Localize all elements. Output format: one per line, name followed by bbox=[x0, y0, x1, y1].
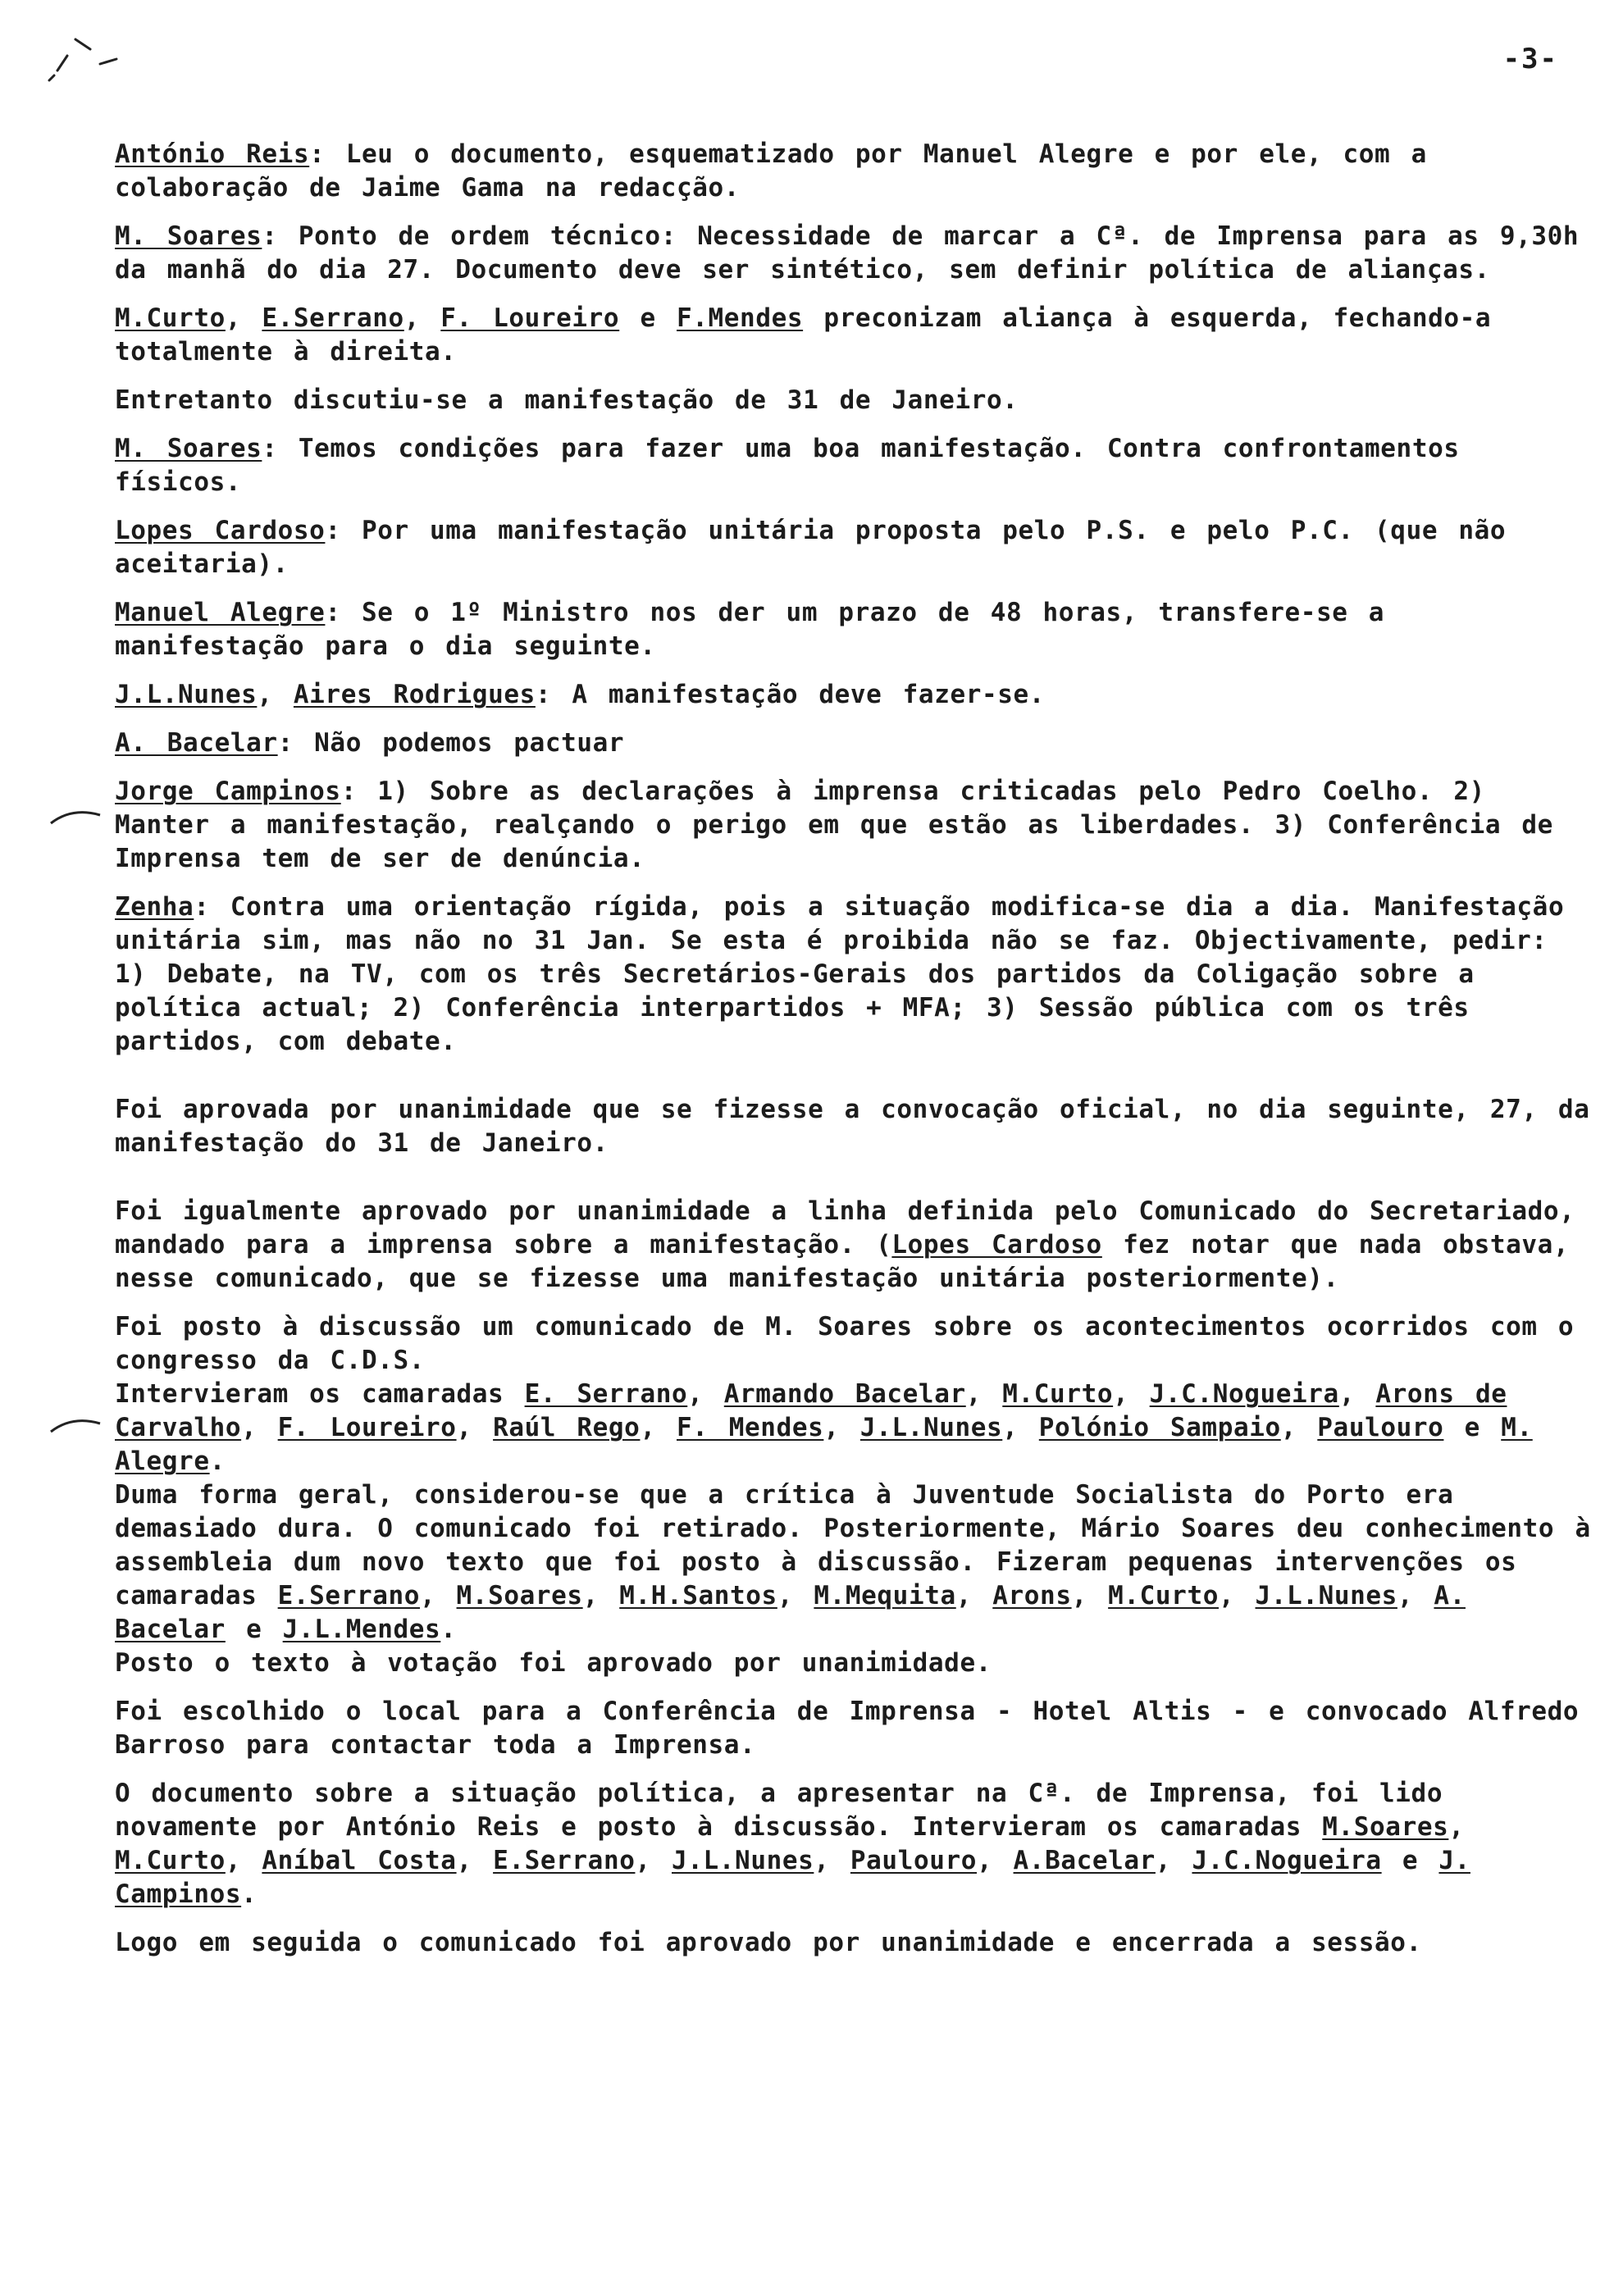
paragraph-text: , bbox=[1448, 1812, 1465, 1842]
speaker-name: F. Mendes bbox=[676, 1413, 824, 1442]
paragraph-text: . bbox=[440, 1615, 457, 1644]
speaker-name: J. Campinos bbox=[115, 1846, 1470, 1909]
paragraph-text: , bbox=[582, 1581, 620, 1610]
paragraph-text: Posto o texto à votação foi aprovado por unanimidade. bbox=[115, 1648, 992, 1678]
speaker-name: M.Curto bbox=[115, 303, 226, 333]
paragraph-text: fez notar que nada obstava, nesse comunicado, que se fizesse uma manifestação unitária posteriormente). bbox=[115, 1230, 1570, 1293]
paragraph-text: , bbox=[456, 1846, 494, 1875]
speaker-name: Aires Rodrigues bbox=[293, 680, 536, 709]
paragraph bbox=[115, 1777, 1591, 1911]
speaker-name: Arons de Carvalho bbox=[115, 1379, 1507, 1442]
paragraph-text: : A manifestação deve fazer-se. bbox=[535, 680, 1046, 709]
speaker-name: E.Serrano bbox=[277, 1581, 421, 1610]
speaker-name: M. Soares bbox=[115, 221, 262, 251]
speaker-name: Raúl Rego bbox=[493, 1413, 641, 1442]
paragraph-text: , bbox=[640, 1413, 677, 1442]
paragraph bbox=[115, 514, 1591, 581]
paragraph-text: Entretanto discutiu-se a manifestação de 31 de Janeiro. bbox=[115, 385, 1019, 415]
paragraph bbox=[115, 1195, 1591, 1296]
paragraph-text: , bbox=[404, 303, 441, 333]
paragraph-text: Foi escolhido o local para a Conferência de Imprensa - Hotel Altis - e convocado Alfredo Barroso para contactar toda a Imprensa. bbox=[115, 1697, 1580, 1760]
paragraph bbox=[115, 384, 1591, 417]
speaker-name: M. Alegre bbox=[115, 1413, 1533, 1476]
paragraph-text: : Temos condições para fazer uma boa manifestação. Contra confrontamentos físicos. bbox=[115, 434, 1460, 497]
paragraph-text: Foi aprovada por unanimidade que se fizesse a convocação oficial, no dia seguinte, 27, da manifestação do 31 de Janeiro. bbox=[115, 1095, 1590, 1158]
speaker-name: Lopes Cardoso bbox=[115, 516, 326, 545]
speaker-name: Lopes Cardoso bbox=[891, 1230, 1102, 1260]
speaker-name: Manuel Alegre bbox=[115, 598, 326, 627]
paragraph bbox=[115, 432, 1591, 499]
paragraph bbox=[115, 775, 1591, 876]
speaker-name: Arons bbox=[992, 1581, 1072, 1610]
speaker-name: F. Loureiro bbox=[277, 1413, 457, 1442]
paragraph-text: : Não podemos pactuar bbox=[277, 728, 625, 758]
speaker-name: J.C.Nogueira bbox=[1192, 1846, 1382, 1875]
paragraph-text: Duma forma geral, considerou-se que a crítica à Juventude Socialista do Porto era demasiado dura. O comunicado foi retirado. Posteriormente, Mário Soares deu conhecimento à assembleia dum novo texto que foi posto à discussão. Fizeram pequenas intervenções os camaradas bbox=[115, 1480, 1591, 1610]
speaker-name: J.L.Nunes bbox=[1255, 1581, 1397, 1610]
paragraph-text: , bbox=[1071, 1581, 1109, 1610]
speaker-name: J.C.Nogueira bbox=[1149, 1379, 1339, 1409]
speaker-name: M.Soares bbox=[456, 1581, 583, 1610]
paragraph-text: e bbox=[1381, 1846, 1439, 1875]
speaker-name: E.Serrano bbox=[262, 303, 404, 333]
paragraph bbox=[115, 727, 1591, 760]
paragraph-text: , bbox=[225, 1846, 262, 1875]
speaker-name: E.Serrano bbox=[493, 1846, 636, 1875]
paragraph-text: , bbox=[977, 1846, 1014, 1875]
margin-ink-mark bbox=[48, 1412, 105, 1437]
speaker-name: Aníbal Costa bbox=[262, 1846, 457, 1875]
margin-ink-mark bbox=[48, 804, 105, 828]
paragraph-text: , bbox=[456, 1413, 494, 1442]
paragraph-text: O documento sobre a situação política, a apresentar na Cª. de Imprensa, foi lido novamente por António Reis e posto à discussão. Intervieram os camaradas bbox=[115, 1779, 1443, 1842]
speaker-name: António Reis bbox=[115, 139, 310, 169]
paragraph bbox=[115, 891, 1591, 1059]
paragraph bbox=[115, 596, 1591, 663]
paragraph-text: : Se o 1º Ministro nos der um prazo de 48 horas, transfere-se a manifestação para o dia seguinte. bbox=[115, 598, 1385, 661]
paragraph-text: : 1) Sobre as declarações à imprensa criticadas pelo Pedro Coelho. 2) Manter a manifestação, realçando o perigo em que estão as liberdades. 3) Conferência de Imprensa tem de ser de denúncia. bbox=[115, 777, 1553, 873]
paragraph bbox=[115, 220, 1591, 287]
paragraph-text: : Leu o documento, esquematizado por Manuel Alegre e por ele, com a colaboração de Jaime Gama na redacção. bbox=[115, 139, 1427, 203]
paragraph-text: , bbox=[777, 1581, 814, 1610]
paragraph-text: , bbox=[955, 1581, 993, 1610]
speaker-name: E. Serrano bbox=[524, 1379, 688, 1409]
paragraph-text: : Ponto de ordem técnico: Necessidade de marcar a Cª. de Imprensa para as 9,30h da manhã do dia 27. Documento deve ser sintético, sem definir política de alianças. bbox=[115, 221, 1580, 285]
paragraph-text: Foi igualmente aprovado por unanimidade a linha definida pelo Comunicado do Secretariado, mandado para a imprensa sobre a manifestação. ( bbox=[115, 1196, 1575, 1260]
paragraph bbox=[115, 1926, 1591, 1960]
page-number: -3- bbox=[1502, 43, 1558, 75]
paragraph-text: , bbox=[241, 1413, 278, 1442]
paragraph-text: Intervieram os camaradas bbox=[115, 1379, 525, 1409]
speaker-name: J.L.Nunes bbox=[672, 1846, 814, 1875]
speaker-name: F. Loureiro bbox=[440, 303, 620, 333]
paragraph bbox=[115, 1310, 1591, 1378]
document-body bbox=[115, 138, 1591, 1975]
paragraph-text: , bbox=[1397, 1581, 1434, 1610]
speaker-name: Zenha bbox=[115, 892, 194, 922]
paragraph-text: e bbox=[225, 1615, 283, 1644]
paragraph-text: Logo em seguida o comunicado foi aprovado por unanimidade e encerrada a sessão. bbox=[115, 1928, 1422, 1957]
speaker-name: A. Bacelar bbox=[115, 1581, 1466, 1644]
paragraph-text: : Contra uma orientação rígida, pois a situação modifica-se dia a dia. Manifestação unitária sim, mas não no 31 Jan. Se esta é proibida não se faz. Objectivamente, pedir: 1) Debate, na TV, com os três Secretários-Gerais dos partidos da Coligação sobre a política actual; 2) Conferência interpartidos + MFA; 3) Sessão pública com os três partidos, com debate. bbox=[115, 892, 1565, 1056]
speaker-name: Paulouro bbox=[1317, 1413, 1444, 1442]
paragraph bbox=[115, 1695, 1591, 1762]
paragraph-text: e bbox=[1443, 1413, 1502, 1442]
paragraph bbox=[115, 1093, 1591, 1160]
paragraph-text: e bbox=[619, 303, 677, 333]
paragraph-text: , bbox=[225, 303, 262, 333]
paragraph bbox=[115, 1478, 1591, 1647]
paragraph bbox=[115, 1647, 1591, 1680]
speaker-name: M.Mequita bbox=[814, 1581, 956, 1610]
speaker-name: M.Curto bbox=[1108, 1581, 1219, 1610]
speaker-name: Jorge Campinos bbox=[115, 777, 341, 806]
speaker-name: M.Curto bbox=[115, 1846, 226, 1875]
paragraph-text: , bbox=[635, 1846, 672, 1875]
speaker-name: Paulouro bbox=[850, 1846, 978, 1875]
speaker-name: M.H.Santos bbox=[619, 1581, 777, 1610]
paragraph-text: Foi posto à discussão um comunicado de M. Soares sobre os acontecimentos ocorridos com o congresso da C.D.S. bbox=[115, 1312, 1575, 1375]
paragraph bbox=[115, 302, 1591, 369]
paragraph bbox=[115, 138, 1591, 205]
speaker-name: M.Soares bbox=[1322, 1812, 1449, 1842]
speaker-name: J.L.Nunes bbox=[859, 1413, 1003, 1442]
speaker-name: M. Soares bbox=[115, 434, 262, 463]
paragraph-text: , bbox=[965, 1379, 1003, 1409]
speaker-name: Polónio Sampaio bbox=[1038, 1413, 1281, 1442]
paragraph-text: , bbox=[1218, 1581, 1256, 1610]
paragraph-text: , bbox=[823, 1413, 860, 1442]
speaker-name: F.Mendes bbox=[677, 303, 804, 333]
paragraph bbox=[115, 678, 1591, 712]
speaker-name: J.L.Nunes bbox=[115, 680, 258, 709]
paragraph-text: , bbox=[687, 1379, 724, 1409]
paragraph-text: : Por uma manifestação unitária proposta pelo P.S. e pelo P.C. (que não aceitaria). bbox=[115, 516, 1507, 579]
paragraph-text: , bbox=[1280, 1413, 1318, 1442]
corner-ink-mark bbox=[43, 31, 133, 89]
speaker-name: J.L.Mendes bbox=[282, 1615, 441, 1644]
paragraph-text: , bbox=[420, 1581, 457, 1610]
speaker-name: A.Bacelar bbox=[1013, 1846, 1156, 1875]
paragraph bbox=[115, 1378, 1591, 1478]
speaker-name: Armando Bacelar bbox=[723, 1379, 966, 1409]
paragraph-text: , bbox=[1002, 1413, 1039, 1442]
paragraph-text: , bbox=[1338, 1379, 1376, 1409]
paragraph-text: , bbox=[1113, 1379, 1150, 1409]
paragraph-text: . bbox=[209, 1446, 226, 1476]
speaker-name: M.Curto bbox=[1002, 1379, 1114, 1409]
paragraph-text: , bbox=[1155, 1846, 1192, 1875]
speaker-name: A. Bacelar bbox=[115, 728, 278, 758]
paragraph-text: . bbox=[241, 1879, 258, 1909]
paragraph-text: , bbox=[257, 680, 294, 709]
paragraph-text: preconizam aliança à esquerda, fechando-a totalmente à direita. bbox=[115, 303, 1492, 367]
paragraph-text: , bbox=[814, 1846, 850, 1875]
